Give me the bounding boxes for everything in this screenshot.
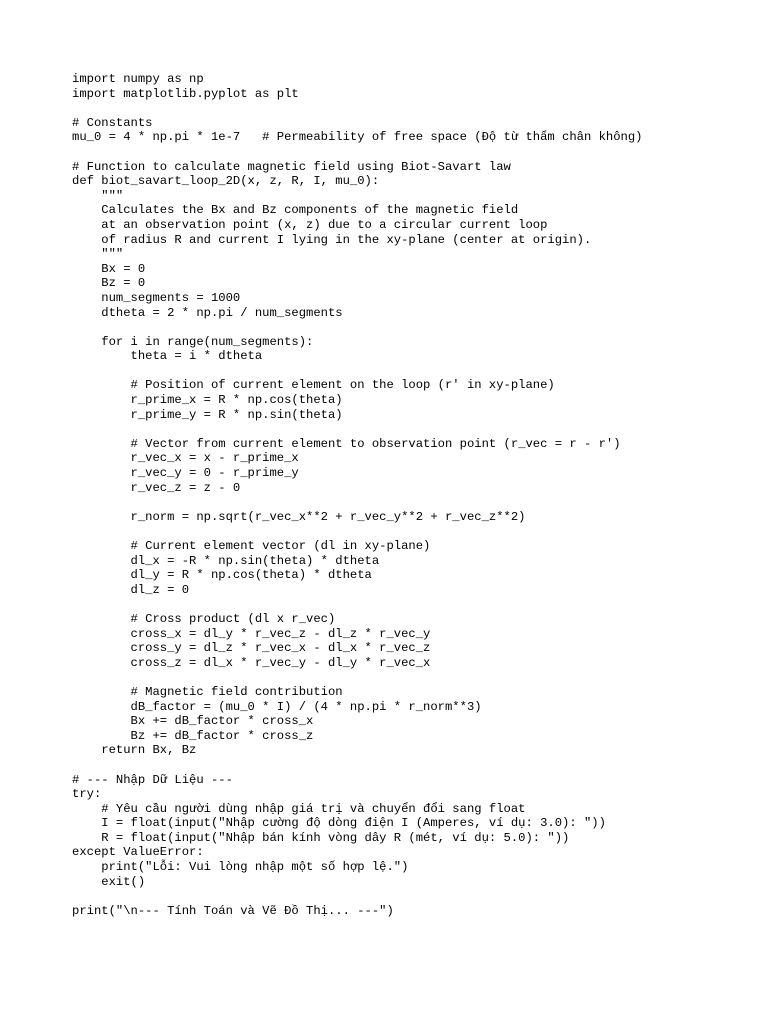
- code-line: [72, 524, 732, 539]
- code-line: dl_x = -R * np.sin(theta) * dtheta: [72, 553, 380, 568]
- code-line: for i in range(num_segments):: [72, 334, 314, 349]
- code-line: # --- Nhập Dữ Liệu ---: [72, 772, 233, 787]
- code-line: import matplotlib.pyplot as plt: [72, 86, 299, 101]
- code-line: mu_0 = 4 * np.pi * 1e-7 # Permeability of free space (Độ từ thẩm chân không): [72, 130, 643, 145]
- code-line: [72, 364, 732, 379]
- code-line: r_vec_z = z - 0: [72, 480, 241, 495]
- code-line: # Constants: [72, 115, 153, 130]
- code-line: Bx += dB_factor * cross_x: [72, 714, 314, 729]
- code-line: return Bx, Bz: [72, 743, 197, 758]
- code-line: # Cross product (dl x r_vec): [72, 611, 336, 626]
- code-line: """: [72, 247, 124, 262]
- code-line: R = float(input("Nhập bán kính vòng dây R (mét, ví dụ: 5.0): ")): [72, 830, 570, 845]
- code-line: r_prime_y = R * np.sin(theta): [72, 407, 343, 422]
- code-line: dl_z = 0: [72, 582, 190, 597]
- code-line: dtheta = 2 * np.pi / num_segments: [72, 305, 343, 320]
- code-line: cross_z = dl_x * r_vec_y - dl_y * r_vec_x: [72, 655, 431, 670]
- code-line: try:: [72, 787, 102, 802]
- code-block: [72, 72, 732, 918]
- code-line: cross_y = dl_z * r_vec_x - dl_x * r_vec_z: [72, 641, 431, 656]
- code-line: [72, 758, 732, 773]
- code-line: # Position of current element on the loop (r' in xy-plane): [72, 378, 555, 393]
- code-line: import numpy as np: [72, 72, 204, 86]
- code-line: [72, 495, 732, 510]
- code-line: [72, 597, 732, 612]
- code-line: Bx = 0: [72, 261, 146, 276]
- code-line: print("Lỗi: Vui lòng nhập một số hợp lệ."): [72, 860, 409, 875]
- code-line: [72, 670, 732, 685]
- code-line: r_norm = np.sqrt(r_vec_x**2 + r_vec_y**2 + r_vec_z**2): [72, 509, 526, 524]
- code-line: # Function to calculate magnetic field using Biot-Savart law: [72, 159, 511, 174]
- code-line: [72, 889, 732, 904]
- code-line: """: [72, 188, 124, 203]
- code-line: I = float(input("Nhập cường độ dòng điện I (Amperes, ví dụ: 3.0): ")): [72, 816, 606, 831]
- code-line: theta = i * dtheta: [72, 349, 263, 364]
- code-line: dB_factor = (mu_0 * I) / (4 * np.pi * r_norm**3): [72, 699, 482, 714]
- code-line: except ValueError:: [72, 845, 204, 860]
- code-line: [72, 145, 732, 160]
- code-line: Calculates the Bx and Bz components of the magnetic field: [72, 203, 519, 218]
- code-line: Bz = 0: [72, 276, 146, 291]
- code-line: Bz += dB_factor * cross_z: [72, 728, 314, 743]
- code-line: # Current element vector (dl in xy-plane): [72, 539, 431, 553]
- code-line: cross_x = dl_y * r_vec_z - dl_z * r_vec_y: [72, 626, 431, 641]
- code-line: # Magnetic field contribution: [72, 684, 343, 699]
- code-line: [72, 422, 732, 437]
- code-line: num_segments = 1000: [72, 290, 241, 305]
- code-line: def biot_savart_loop_2D(x, z, R, I, mu_0):: [72, 174, 380, 189]
- code-line: r_vec_x = x - r_prime_x: [72, 451, 299, 466]
- code-line: # Yêu cầu người dùng nhập giá trị và chuyển đổi sang float: [72, 801, 526, 816]
- code-line: r_prime_x = R * np.cos(theta): [72, 393, 343, 408]
- code-line: of radius R and current I lying in the xy-plane (center at origin).: [72, 232, 592, 247]
- code-line: # Vector from current element to observation point (r_vec = r - r'): [72, 436, 621, 451]
- code-line: [72, 101, 732, 116]
- code-line: r_vec_y = 0 - r_prime_y: [72, 466, 299, 481]
- code-line: [72, 320, 732, 335]
- code-line: print("\n--- Tính Toán và Vẽ Đồ Thị... ---"): [72, 903, 394, 918]
- code-line: at an observation point (x, z) due to a circular current loop: [72, 217, 548, 232]
- code-line: dl_y = R * np.cos(theta) * dtheta: [72, 568, 372, 583]
- code-line: exit(): [72, 874, 146, 889]
